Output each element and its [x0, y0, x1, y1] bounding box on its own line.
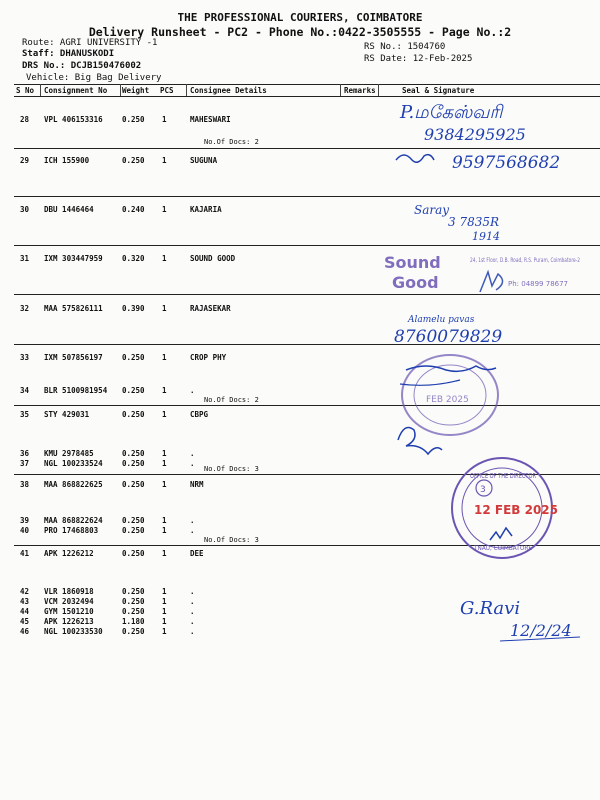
row-consignment: MAA 868822624: [44, 516, 103, 525]
col-pcs: PCS: [160, 86, 174, 95]
row-consignee: MAHESWARI: [190, 115, 231, 124]
row-consignee: CBPG: [190, 410, 209, 419]
row-consignee: .: [190, 516, 195, 525]
row-consignee: RAJASEKAR: [190, 304, 231, 313]
row-weight: 0.250: [122, 410, 145, 419]
row-consignment: NGL 100233524: [44, 459, 103, 468]
row-consignee: .: [190, 526, 195, 535]
row-pcs: 1: [162, 156, 167, 165]
row-sno: 34: [20, 386, 30, 395]
office-of-director-stamp: [452, 458, 558, 558]
row-weight: 0.250: [122, 526, 145, 535]
row-sno: 30: [20, 205, 30, 214]
staff-label: Staff: DHANUSKODI: [22, 49, 115, 59]
row-consignee: .: [190, 386, 195, 395]
row-consignee: .: [190, 587, 195, 596]
row-pcs: 1: [162, 607, 167, 616]
rs-date: RS Date: 12-Feb-2025: [364, 54, 473, 64]
handwritten-phone: 9597568682: [452, 153, 561, 173]
row-sno: 45: [20, 617, 30, 626]
handwritten-number: 1914: [472, 230, 500, 243]
row-sno: 43: [20, 597, 30, 606]
row-weight: 0.250: [122, 607, 145, 616]
handwritten-number: 3 7835R: [448, 215, 500, 229]
row-consignment: PRO 17468803: [44, 526, 99, 535]
docs-count: No.Of Docs: 3: [204, 465, 259, 473]
row-consignment: MAA 575826111: [44, 304, 103, 313]
col-consignee: Consignee Details: [190, 86, 267, 95]
row-weight: 0.240: [122, 205, 145, 214]
row-sno: 29: [20, 156, 30, 165]
handwritten-signature: G.Ravi: [460, 598, 521, 619]
sound-good-stamp: [384, 253, 580, 292]
row-consignee: SOUND GOOD: [190, 254, 236, 263]
handwritten-phone: 9384295925: [424, 125, 526, 144]
row-consignee: .: [190, 617, 195, 626]
row-consignee: CROP PHY: [190, 353, 227, 362]
company-title: THE PROFESSIONAL COURIERS, COIMBATORE: [177, 11, 423, 24]
row-sno: 39: [20, 516, 30, 525]
row-consignee: SUGUNA: [190, 156, 218, 165]
row-weight: 0.250: [122, 156, 145, 165]
row-sno: 38: [20, 480, 30, 489]
row-pcs: 1: [162, 386, 167, 395]
row-weight: 0.250: [122, 480, 145, 489]
handwritten-name: P.மகேஸ்வரி: [400, 102, 503, 123]
row-consignee: .: [190, 597, 195, 606]
row-sno: 31: [20, 254, 30, 263]
row-weight: 0.250: [122, 516, 145, 525]
stamp-text: 24, 1st Floor, D.B. Road, R.S. Puram, Coimbatore-2: [470, 257, 581, 264]
row-weight: 0.250: [122, 353, 145, 362]
route-label: Route: AGRI UNIVERSITY -1: [22, 38, 158, 48]
row-pcs: 1: [162, 205, 167, 214]
row-weight: 0.320: [122, 254, 145, 263]
stamp-text: Ph: 04899 78677: [508, 280, 569, 288]
row-pcs: 1: [162, 449, 167, 458]
row-sno: 41: [20, 549, 30, 558]
row-consignment: VCM 2032494: [44, 597, 94, 606]
row-consignment: BLR 5100981954: [44, 386, 108, 395]
row-consignment: ICH 155900: [44, 156, 90, 165]
row-consignment: VPL 406153316: [44, 115, 103, 124]
stamp-text: OFFICE OF THE DIRECTOR: [470, 472, 537, 480]
row-sno: 40: [20, 526, 30, 535]
row-consignment: MAA 868822625: [44, 480, 103, 489]
handwritten-scribble: [480, 272, 503, 292]
stamp-text: Good: [392, 273, 439, 292]
row-weight: 0.250: [122, 549, 145, 558]
row-pcs: 1: [162, 459, 167, 468]
row-weight: 1.180: [122, 617, 145, 626]
row-sno: 28: [20, 115, 30, 124]
vehicle-label: Vehicle: Big Bag Delivery: [26, 73, 162, 83]
col-weight: Weight: [122, 86, 150, 95]
row-consignee: .: [190, 627, 195, 636]
row-consignment: GYM 1501210: [44, 607, 94, 616]
handwritten-scribble: [400, 380, 460, 385]
stamp-date: 12 FEB 2025: [474, 503, 558, 517]
docs-count: No.Of Docs: 3: [204, 536, 259, 544]
row-pcs: 1: [162, 304, 167, 313]
row-weight: 0.250: [122, 459, 145, 468]
row-sno: 36: [20, 449, 30, 458]
row-pcs: 1: [162, 549, 167, 558]
row-weight: 0.250: [122, 627, 145, 636]
row-pcs: 1: [162, 627, 167, 636]
row-sno: 42: [20, 587, 30, 596]
row-pcs: 1: [162, 410, 167, 419]
row-consignment: IXM 303447959: [44, 254, 103, 263]
handwritten-scribble: [398, 428, 442, 454]
handwritten-phone: 8760079829: [394, 327, 503, 347]
row-sno: 37: [20, 459, 30, 468]
row-pcs: 1: [162, 254, 167, 263]
row-pcs: 1: [162, 597, 167, 606]
handwritten-scribble: [396, 155, 434, 163]
row-consignee: .: [190, 607, 195, 616]
handwritten-scribble: [490, 528, 512, 540]
row-consignment: NGL 100233530: [44, 627, 103, 636]
col-consignment: Consignment No: [44, 86, 108, 95]
row-consignee: NRM: [190, 480, 204, 489]
col-remarks: Remarks: [344, 86, 376, 95]
row-pcs: 1: [162, 526, 167, 535]
stamp-text: TNAU, COIMBATORE: [473, 545, 533, 552]
handwritten-sign: Saray: [414, 203, 450, 217]
row-consignment: KMU 2978485: [44, 449, 94, 458]
row-consignee: .: [190, 449, 195, 458]
docs-count: No.Of Docs: 2: [204, 138, 259, 146]
row-pcs: 1: [162, 480, 167, 489]
row-weight: 0.250: [122, 597, 145, 606]
row-sno: 44: [20, 607, 30, 616]
docs-count: No.Of Docs: 2: [204, 396, 259, 404]
row-pcs: 1: [162, 516, 167, 525]
row-sno: 33: [20, 353, 30, 362]
row-sno: 35: [20, 410, 30, 419]
row-sno: 46: [20, 627, 30, 636]
row-weight: 0.390: [122, 304, 145, 313]
row-consignment: APK 1226213: [44, 617, 94, 626]
rs-number: RS No.: 1504760: [364, 42, 446, 52]
row-weight: 0.250: [122, 449, 145, 458]
row-sno: 32: [20, 304, 30, 313]
handwritten-note: Alamelu pavas: [408, 315, 475, 325]
runsheet-subtitle: Delivery Runsheet - PC2 - Phone No.:0422-3505555 - Page No.:2: [88, 25, 512, 39]
row-consignment: STY 429031: [44, 410, 90, 419]
stamp-text: FEB 2025: [426, 395, 469, 405]
row-consignee: .: [190, 459, 195, 468]
handwritten-date: 12/2/24: [510, 621, 572, 640]
row-pcs: 1: [162, 115, 167, 124]
row-consignment: DBU 1446464: [44, 205, 94, 214]
drs-number: DRS No.: DCJB150476002: [22, 61, 142, 71]
row-consignee: KAJARIA: [190, 205, 222, 214]
row-pcs: 1: [162, 587, 167, 596]
row-consignment: APK 1226212: [44, 549, 94, 558]
row-pcs: 1: [162, 617, 167, 626]
row-weight: 0.250: [122, 587, 145, 596]
row-consignment: VLR 1860918: [44, 587, 94, 596]
stamp-text: 3: [480, 485, 486, 495]
row-weight: 0.250: [122, 115, 145, 124]
row-consignee: DEE: [190, 549, 204, 558]
col-signature: Seal & Signature: [402, 86, 475, 95]
row-pcs: 1: [162, 353, 167, 362]
col-sno: S No: [16, 86, 35, 95]
row-consignment: IXM 507856197: [44, 353, 103, 362]
row-weight: 0.250: [122, 386, 145, 395]
stamp-text: Sound: [384, 253, 441, 272]
